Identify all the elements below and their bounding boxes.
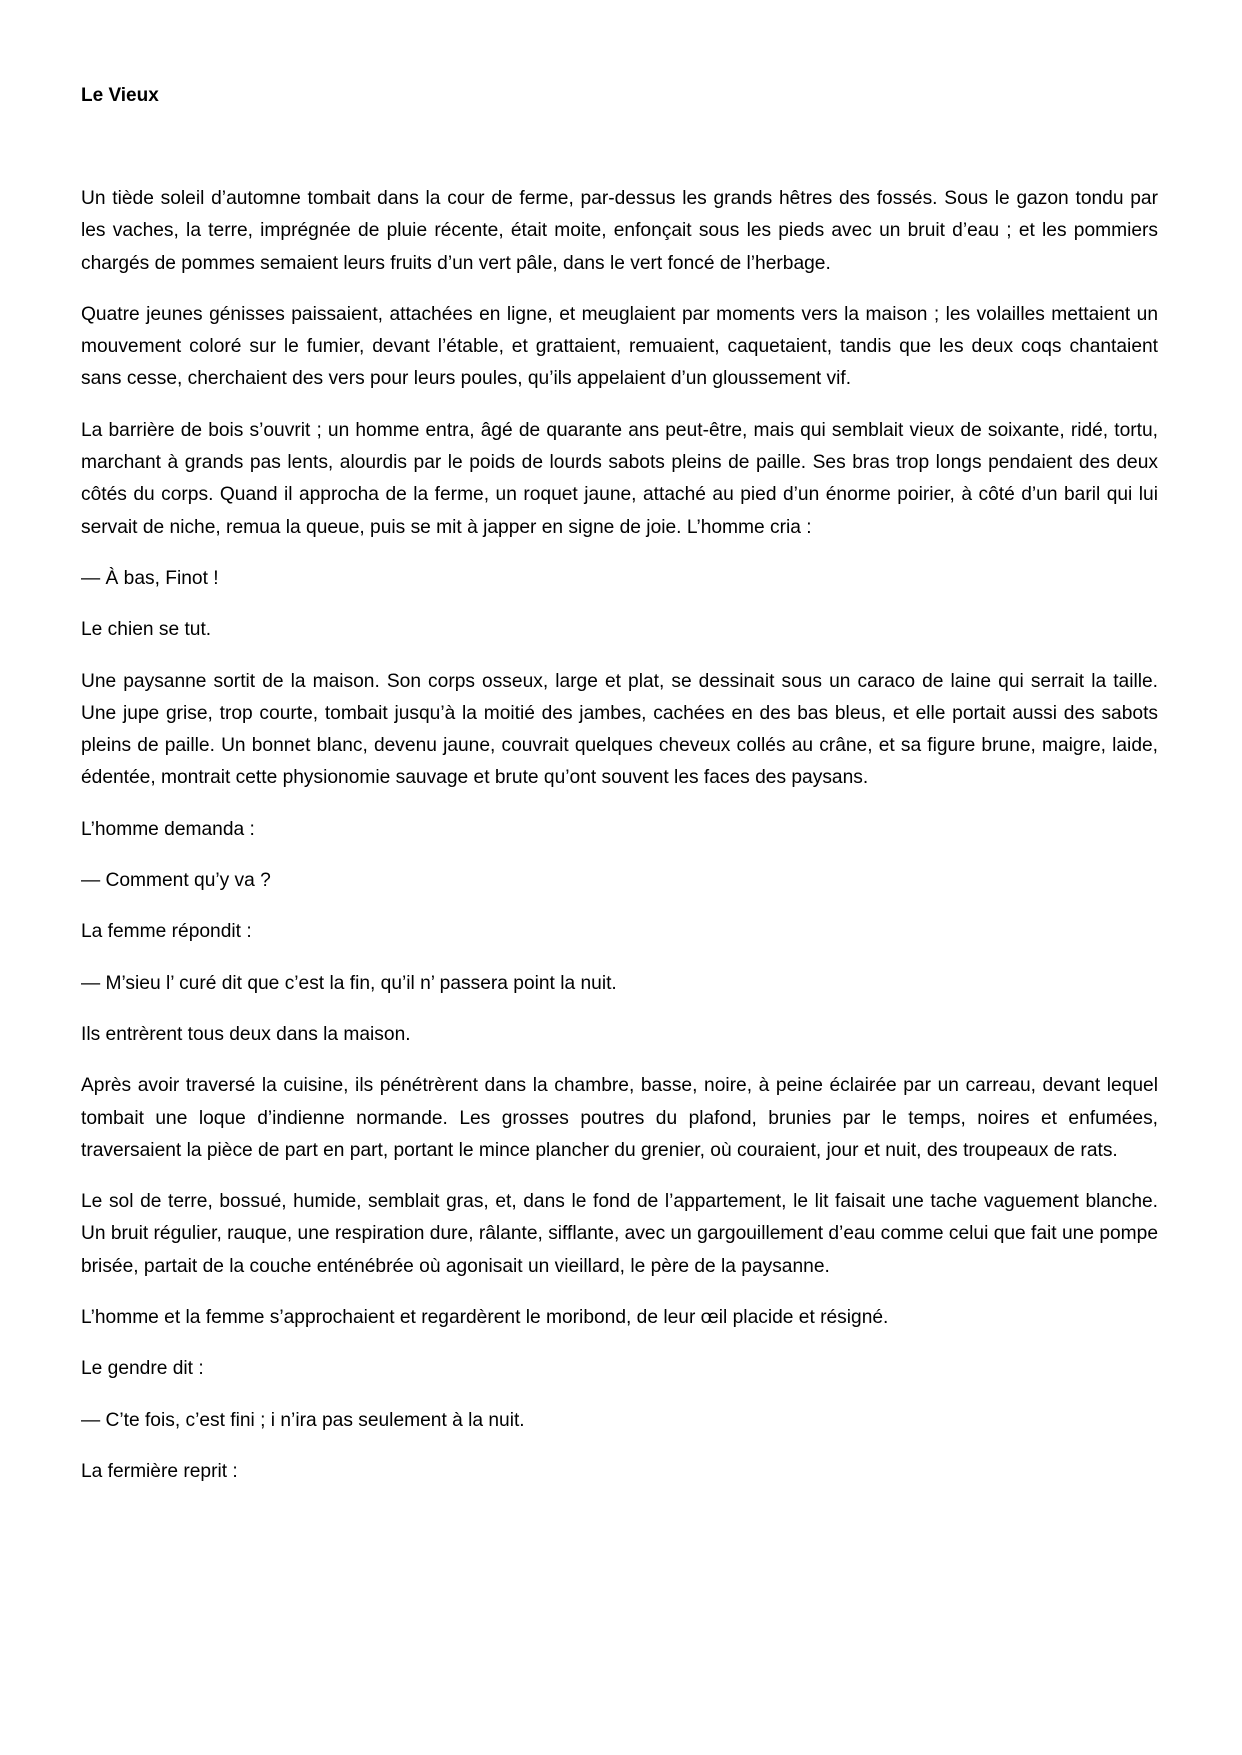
paragraph: Quatre jeunes génisses paissaient, attachées en ligne, et meuglaient par moments vers la maison ; les volailles mettaient un mouvement coloré sur le fumier, devant l’étable, et grattaient, remuaient, caquetaient, tandis que les deux coqs chantaient sans cesse, cherchaient des vers pour leurs poules, qu’ils appelaient d’un gloussement vif. bbox=[81, 303, 1158, 390]
paragraph: Le gendre dit : bbox=[81, 1358, 204, 1380]
dialogue-line: — C’te fois, c’est fini ; i n’ira pas seulement à la nuit. bbox=[81, 1409, 525, 1431]
paragraph: L’homme demanda : bbox=[81, 818, 255, 840]
paragraph: Ils entrèrent tous deux dans la maison. bbox=[81, 1023, 411, 1045]
dialogue-line: — Comment qu’y va ? bbox=[81, 870, 271, 892]
paragraph: La barrière de bois s’ouvrit ; un homme entra, âgé de quarante ans peut-être, mais qui semblait vieux de soixante, ridé, tortu, marchant à grands pas lents, alourdis par le poids de lourds sabots pleins de paille. Ses bras trop longs pendaient des deux côtés du corps. Quand il approcha de la ferme, un roquet jaune, attaché au pied d’un énorme poirier, à côté d’un baril qui lui servait de niche, remua la queue, puis se mit à japper en signe de joie. L’homme cria : bbox=[81, 419, 1158, 538]
document-title: Le Vieux bbox=[81, 85, 159, 106]
paragraph: Après avoir traversé la cuisine, ils pénétrèrent dans la chambre, basse, noire, à peine éclairée par un carreau, devant lequel tombait une loque d’indienne normande. Les grosses poutres du plafond, brunies par le temps, noires et enfumées, traversaient la pièce de part en part, portant le mince plancher du grenier, où couraient, jour et nuit, des troupeaux de rats. bbox=[81, 1075, 1158, 1161]
dialogue-line: — M’sieu l’ curé dit que c’est la fin, qu’il n’ passera point la nuit. bbox=[81, 972, 617, 994]
paragraph: Le chien se tut. bbox=[81, 619, 212, 641]
dialogue-line: — À bas, Finot ! bbox=[81, 567, 219, 589]
document-body bbox=[81, 183, 1158, 1507]
paragraph: Un tiède soleil d’automne tombait dans la cour de ferme, par-dessus les grands hêtres des fossés. Sous le gazon tondu par les vaches, la terre, imprégnée de pluie récente, était moite, enfonçait sous les pieds avec un bruit d’eau ; et les pommiers chargés de pommes semaient leurs fruits d’un vert pâle, dans le vert foncé de l’herbage. bbox=[81, 188, 1158, 274]
paragraph: Le sol de terre, bossué, humide, semblait gras, et, dans le fond de l’appartement, le lit faisait une tache vaguement blanche. Un bruit régulier, rauque, une respiration dure, râlante, sifflante, avec un gargouillement d’eau comme celui que fait une pompe brisée, partait de la couche enténébrée où agonisait un vieillard, le père de la paysanne. bbox=[81, 1191, 1158, 1277]
paragraph: L’homme et la femme s’approchaient et regardèrent le moribond, de leur œil placide et résigné. bbox=[81, 1307, 889, 1329]
paragraph: La femme répondit : bbox=[81, 921, 252, 943]
paragraph: La fermière reprit : bbox=[81, 1460, 238, 1482]
paragraph: Une paysanne sortit de la maison. Son corps osseux, large et plat, se dessinait sous un caraco de laine qui serrait la taille. Une jupe grise, trop courte, tombait jusqu’à la moitié des jambes, cachées en des bas bleus, et elle portait aussi des sabots pleins de paille. Un bonnet blanc, devenu jaune, couvrait quelques cheveux collés au crâne, et sa figure brune, maigre, laide, édentée, montrait cette physionomie sauvage et brute qu’ont souvent les faces des paysans. bbox=[81, 670, 1158, 789]
